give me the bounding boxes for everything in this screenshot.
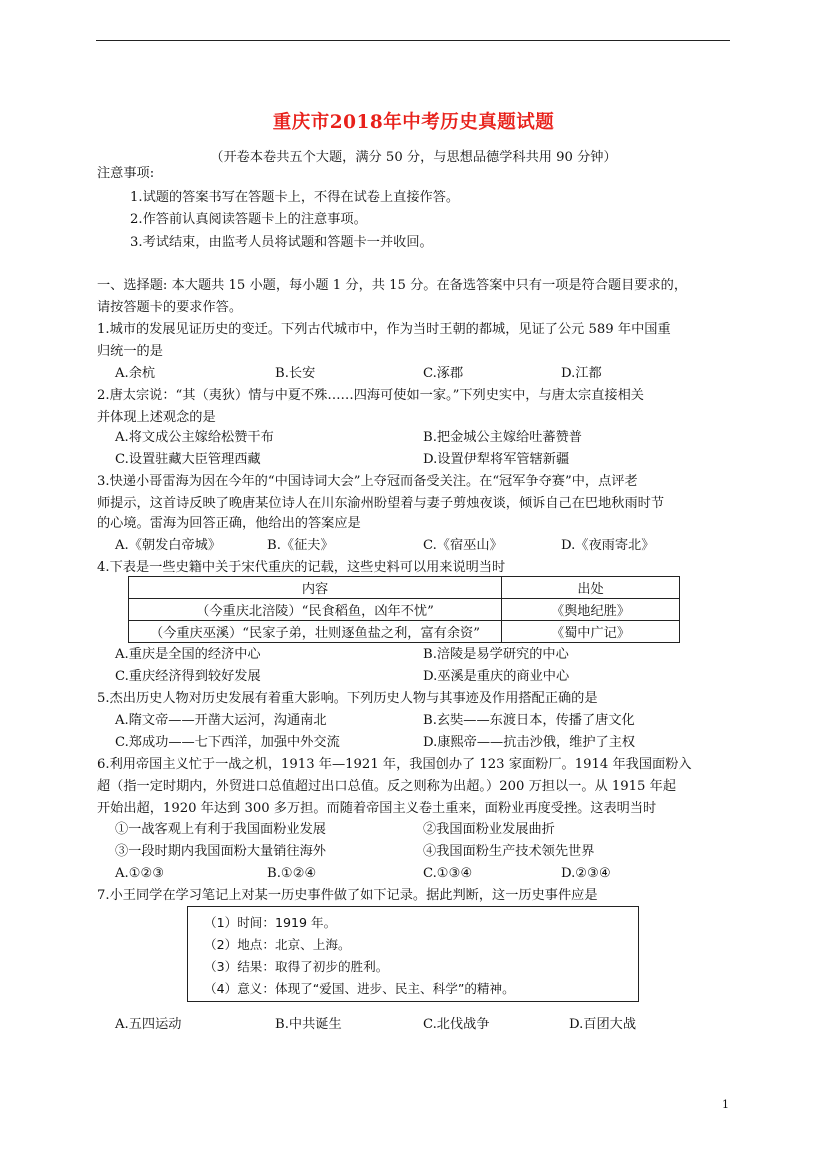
option-d: D.《夜雨寄北》 [561,538,655,553]
option-b: B.《征夫》 [267,538,334,553]
table-header: 出处 [502,577,680,599]
option-c: C.北伐战争 [423,1017,490,1032]
option-b: B.把金城公主嫁给吐蕃赞普 [423,430,582,445]
page-subtitle: （开卷本卷共五个大题，满分 50 分，与思想品德学科共用 90 分钟） [210,150,617,165]
question-6-stem: 开始出超，1920 年达到 300 多万担。而随着帝国主义卷土重来，面粉业再度受挫。这表明当时 [97,801,657,816]
statement: ④我国面粉生产技术领先世界 [423,844,595,859]
question-4-options [0,645,827,689]
question-2-options [0,428,827,472]
question-7-stem: 7.小王同学在学习笔记上对某一历史事件做了如下记录。据此判断，这一历史事件应是 [97,888,598,903]
statement: ①一战客观上有利于我国面粉业发展 [115,822,326,837]
question-2-stem: 2.唐太宗说：“其（夷狄）情与中夏不殊……四海可使如一家。”下列史实中，与唐太宗直接相关 [97,388,644,403]
table-header-row [129,577,680,599]
notice-item: 2.作答前认真阅读答题卡上的注意事项。 [130,212,367,227]
question-6-statements [0,820,827,864]
notice-item: 3.考试结束，由监考人员将试题和答题卡一并收回。 [130,235,433,250]
note-line: （3）结果：取得了初步的胜利。 [204,959,389,974]
question-3-stem: 3.快递小哥雷海为因在今年的“中国诗词大会”上夺冠而备受关注。在“冠军争夺赛”中，点评老 [97,474,638,489]
table-cell: （今重庆北涪陵）“民食稻鱼，凶年不忧” [129,599,502,621]
section-intro: 一、选择题: 本大题共 15 小题，每小题 1 分，共 15 分。在备选答案中只有一项是符合题目要求的， [97,278,688,293]
option-c: C.①③④ [423,866,473,881]
option-a: A.重庆是全国的经济中心 [115,647,261,662]
table-row [129,621,680,643]
page-number: 1 [722,1098,729,1111]
option-d: D.设置伊犁将军管辖新疆 [423,452,570,467]
option-a: A.余杭 [115,366,156,381]
statement: ③一段时期内我国面粉大量销往海外 [115,844,326,859]
question-1-stem: 1.城市的发展见证历史的变迁。下列古代城市中，作为当时王朝的都城，见证了公元 589 年中国重 [97,322,671,337]
note-line: （4）意义：体现了“爱国、进步、民主、科学”的精神。 [204,981,515,996]
option-d: D.百团大战 [569,1017,637,1032]
option-a: A.①②③ [115,866,165,881]
question-5-stem: 5.杰出历史人物对历史发展有着重大影响。下列历史人物与其事迹及作用搭配正确的是 [97,691,598,706]
notice-heading: 注意事项: [97,166,155,181]
option-a: A.将文成公主嫁给松赞干布 [115,430,274,445]
question-3-stem: 的心境。雷海为回答正确，他给出的答案应是 [97,516,361,531]
option-b: B.①②④ [267,866,317,881]
note-line: （1）时间：1919 年。 [204,915,337,930]
source-table [128,576,680,643]
option-b: B.玄奘——东渡日本，传播了唐文化 [423,713,635,728]
option-a: A.五四运动 [115,1017,182,1032]
option-c: C.重庆经济得到较好发展 [115,669,261,684]
question-6-options [0,864,827,884]
option-d: D.江都 [561,366,602,381]
section-intro: 请按答题卡的要求作答。 [97,300,243,315]
option-c: C.郑成功——七下西洋，加强中外交流 [115,735,340,750]
option-b: B.中共诞生 [275,1017,342,1032]
question-7-options [0,1015,827,1035]
option-c: C.设置驻藏大臣管理西藏 [115,452,261,467]
option-b: B.长安 [275,366,316,381]
option-a: A.隋文帝——开凿大运河，沟通南北 [115,713,327,728]
page-title: 重庆市2018年中考历史真题试题 [272,112,555,133]
statement: ②我国面粉业发展曲折 [423,822,555,837]
option-c: C.涿郡 [423,366,464,381]
question-3-options [0,536,827,556]
question-3-stem: 师提示，这首诗反映了晚唐某位诗人在川东渝州盼望着与妻子剪烛夜谈，倾诉自己在巴地秋雨时节 [97,496,665,511]
notice-item: 1.试题的答案书写在答题卡上，不得在试卷上直接作答。 [130,190,460,205]
question-2-stem: 并体现上述观念的是 [97,410,216,425]
table-header: 内容 [129,577,502,599]
table-cell: 《蜀中广记》 [502,621,680,643]
table-cell: （今重庆巫溪）“民家子弟，壮则逐鱼盐之利，富有余资” [129,621,502,643]
option-d: D.康熙帝——抗击沙俄，维护了主权 [423,735,636,750]
header-rule [96,40,730,41]
option-c: C.《宿巫山》 [423,538,503,553]
table-row [129,599,680,621]
note-line: （2）地点：北京、上海。 [204,937,351,952]
option-b: B.涪陵是易学研究的中心 [423,647,569,662]
option-d: D.巫溪是重庆的商业中心 [423,669,570,684]
study-note-box [187,906,639,1002]
question-1-options [0,364,827,384]
question-5-options [0,711,827,755]
question-1-stem: 归统一的是 [97,344,163,359]
option-d: D.②③④ [561,866,611,881]
question-4-stem: 4.下表是一些史籍中关于宋代重庆的记载，这些史料可以用来说明当时 [97,560,506,575]
table-cell: 《舆地纪胜》 [502,599,680,621]
option-a: A.《朝发白帝城》 [115,538,222,553]
question-6-stem: 超（指一定时期内，外贸进口总值超过出口总值。反之则称为出超。）200 万担以一。从 1915 年起 [97,779,677,794]
question-6-stem: 6.利用帝国主义忙于一战之机，1913 年—1921 年，我国创办了 123 家面粉厂。1914 年我国面粉入 [97,757,692,772]
